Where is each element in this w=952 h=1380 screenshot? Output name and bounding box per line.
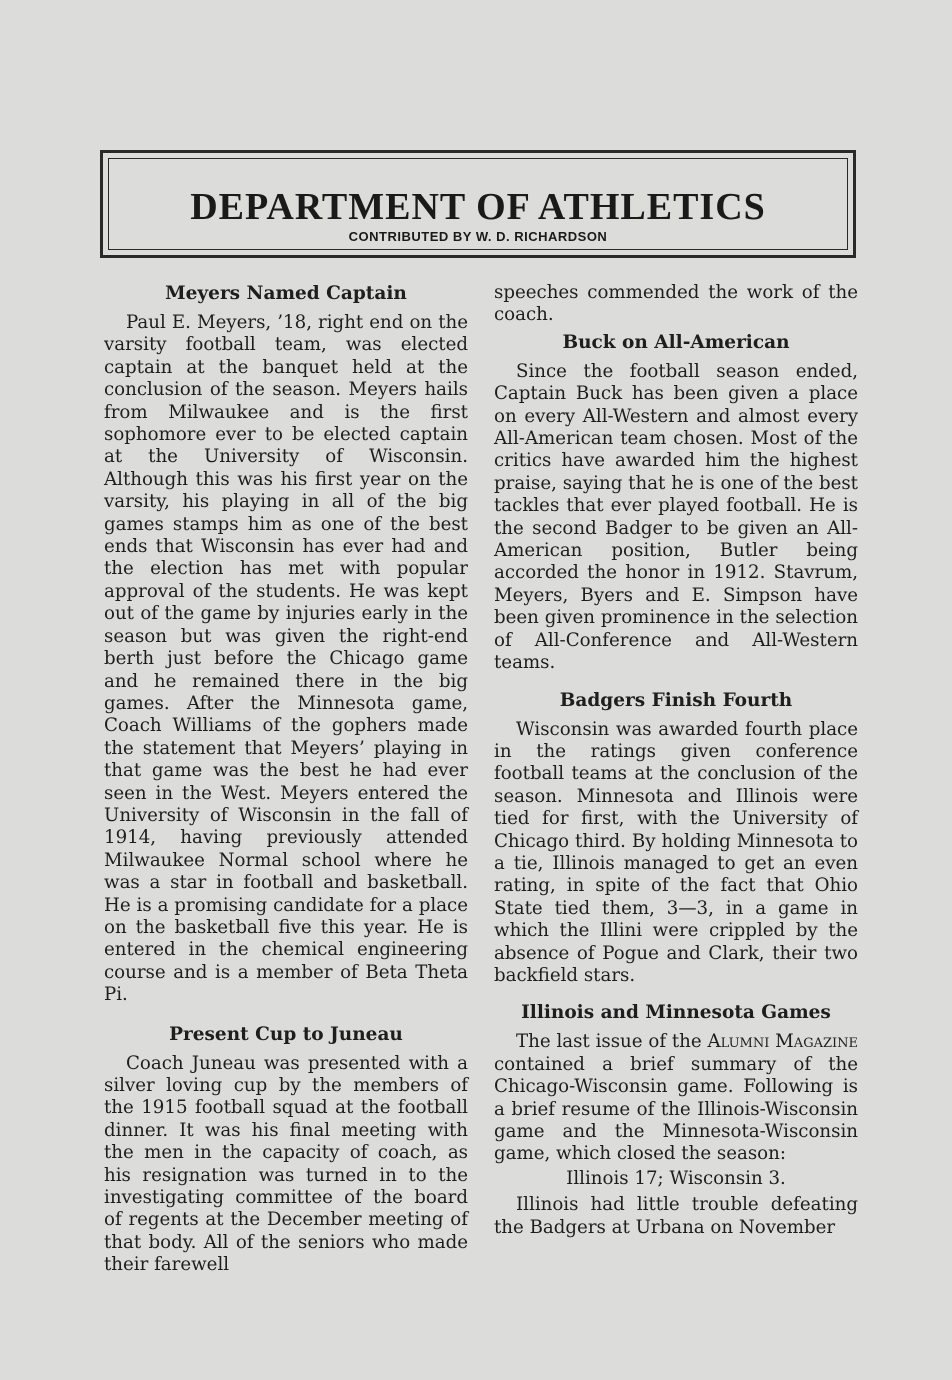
illinois-body-pre: The last issue of the bbox=[516, 1031, 702, 1053]
heading-badgers: Badgers Finish Fourth bbox=[559, 689, 793, 711]
department-title: DEPARTMENT OF ATHLETICS bbox=[190, 186, 766, 228]
right-column bbox=[494, 282, 858, 1239]
game-score-illinois: Illinois 17; Wisconsin 3. bbox=[566, 1167, 786, 1189]
illinois-body-post: contained a brief summary of the Chicago-Wisconsin game. Following is a brief resume of the Illinois-Wisconsin game and the Minnesota-Wisconsin game, which closed the season: bbox=[494, 1053, 858, 1165]
department-header-box bbox=[100, 150, 856, 258]
article-buck-body: Since the football season ended, Captain Buck has been given a place on every All-Western and almost every All-American team chosen. Most of the critics have awarded him the highest praise, saying that he is one of the best tackles that ever played football. He is the second Badger to be given an All-American position, Butler being accorded the honor in 1912. Stavrum, Meyers, Byers and E. Simpson have been given prominence in the selection of All-Conference and All-Western teams. bbox=[494, 360, 858, 674]
heading-meyers: Meyers Named Captain bbox=[165, 283, 407, 304]
article-badgers-body: Wisconsin was awarded fourth place in the ratings given conference football teams at the conclusion of the season. Minnesota and Illinois were tied for first, with the University of Chicago third. By holding Minnesota to a tie, Illinois managed to get an even rating, in spite of the fact that Ohio State tied them, 3—3, in a game in which the Illini were crippled by the absence of Pogue and Clark, their two backfield stars. bbox=[494, 718, 858, 986]
left-column bbox=[104, 282, 468, 1277]
heading-juneau: Present Cup to Juneau bbox=[169, 1023, 403, 1045]
article-juneau-body: Coach Juneau was presented with a silver loving cup by the members of the 1915 football squad at the football dinner. It was his final meeting with the men in the capacity of coach, as his resignation was turned in to the investigating committee of the board of regents at the December meeting of that body. All of the seniors who made their farewell bbox=[104, 1052, 468, 1276]
contributor-line: CONTRIBUTED BY W. D. RICHARDSON bbox=[348, 229, 608, 244]
magazine-name: Alumni Magazine bbox=[707, 1031, 858, 1053]
heading-buck: Buck on All-American bbox=[562, 331, 790, 353]
heading-illinois: Illinois and Minnesota Games bbox=[521, 1002, 831, 1024]
article-illinois-body bbox=[494, 1031, 858, 1165]
article-meyers-body: Paul E. Meyers, ’18, right end on the varsity football team, was elected captain at the banquet held at the conclusion of the season. Meyers hails from Milwaukee and is the first sophomore ever to be elected captain at the University of Wisconsin. Although this was his first year on the varsity, his playing in all of the big games stamps him as one of the best ends that Wisconsin has ever had and the election has met with popular approval of the students. He was kept out of the game by injuries early in the season but was given the right-end berth just before the Chicago game and he remained there in the big games. After the Minnesota game, Coach Williams of the gophers made the statement that Meyers’ playing in that game was the best he had ever seen in the West. Meyers entered the University of Wisconsin in the fall of 1914, having previously attended Milwaukee Normal school where he was a star in football and basketball. He is a promising candidate for a place on the basketball five this year. He is entered in the chemical engineering course and is a member of Beta Theta Pi. bbox=[104, 312, 468, 1006]
article-illinois-body2: Illinois had little trouble defeating the Badgers at Urbana on November bbox=[494, 1194, 858, 1238]
department-header-inner bbox=[108, 158, 848, 250]
article-juneau-continued: speeches commended the work of the coach. bbox=[494, 282, 858, 326]
